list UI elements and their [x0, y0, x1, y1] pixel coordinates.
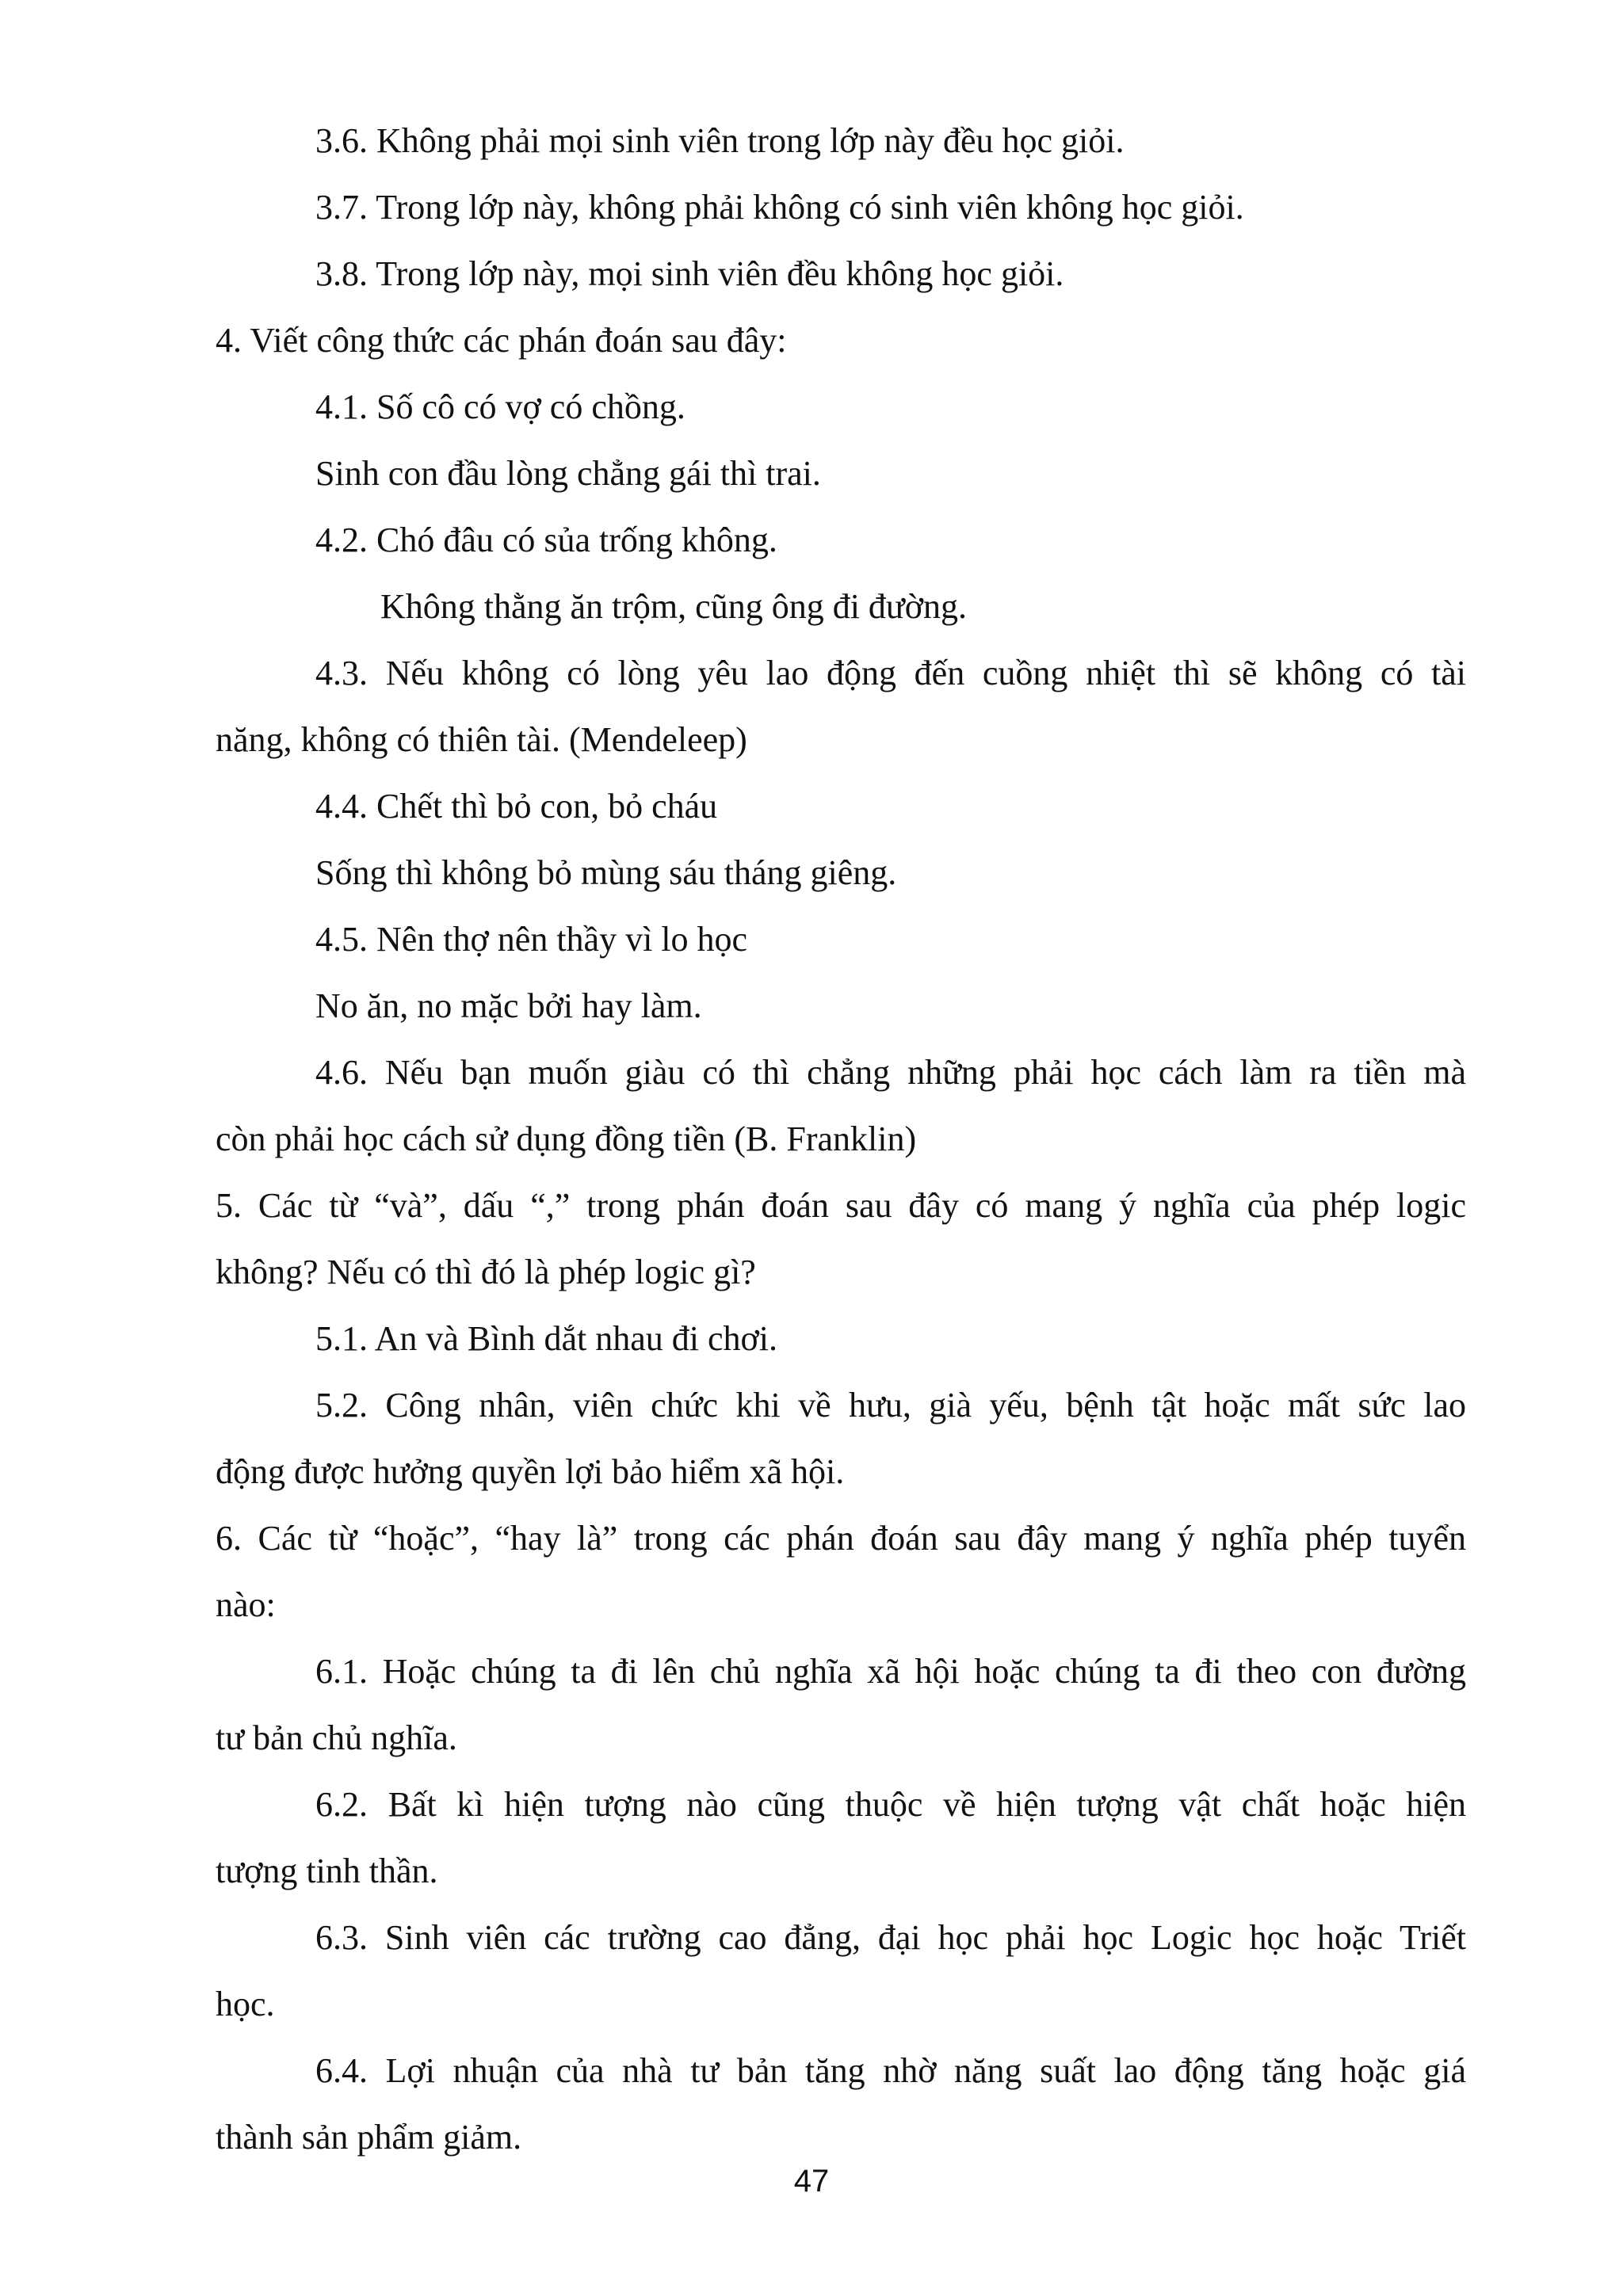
- page-number: 47: [793, 2164, 830, 2199]
- text-line: Không thằng ăn trộm, cũng ông đi đường.: [380, 587, 968, 626]
- question-heading: 6. Các từ “hoặc”, “hay là” trong các phán đoán sau đây mang ý nghĩa phép tuyển: [216, 1519, 1466, 1558]
- text-line: 4.1. Số cô có vợ có chồng.: [315, 387, 685, 426]
- text-line: 6.3. Sinh viên các trường cao đẳng, đại học phải học Logic học hoặc Triết: [315, 1918, 1466, 1957]
- text-line: thành sản phẩm giảm.: [216, 2118, 522, 2157]
- text-line: tư bản chủ nghĩa.: [216, 1718, 457, 1757]
- text-line: 4.3. Nếu không có lòng yêu lao động đến cuồng nhiệt thì sẽ không có tài: [315, 654, 1466, 692]
- text-line: nào:: [216, 1585, 276, 1624]
- text-line: 5.1. An và Bình dắt nhau đi chơi.: [315, 1319, 777, 1358]
- text-line: còn phải học cách sử dụng đồng tiền (B. Franklin): [216, 1119, 917, 1158]
- question-heading: 4. Viết công thức các phán đoán sau đây:: [216, 321, 787, 360]
- text-line: học.: [216, 1985, 275, 2023]
- text-line: 5.2. Công nhân, viên chức khi về hưu, già yếu, bệnh tật hoặc mất sức lao: [315, 1386, 1466, 1425]
- text-line: 3.6. Không phải mọi sinh viên trong lớp này đều học giỏi.: [315, 121, 1125, 160]
- text-line: 6.1. Hoặc chúng ta đi lên chủ nghĩa xã hội hoặc chúng ta đi theo con đường: [315, 1652, 1466, 1691]
- text-line: No ăn, no mặc bởi hay làm.: [315, 986, 702, 1025]
- text-line: động được hưởng quyền lợi bảo hiểm xã hội.: [216, 1452, 845, 1491]
- text-line: 6.2. Bất kì hiện tượng nào cũng thuộc về hiện tượng vật chất hoặc hiện: [315, 1785, 1466, 1824]
- text-line: 4.4. Chết thì bỏ con, bỏ cháu: [315, 787, 718, 826]
- text-line: 3.7. Trong lớp này, không phải không có sinh viên không học giỏi.: [315, 188, 1244, 227]
- text-line: năng, không có thiên tài. (Mendeleep): [216, 720, 747, 759]
- text-line: 4.5. Nên thợ nên thầy vì lo học: [315, 920, 748, 959]
- text-line: 4.6. Nếu bạn muốn giàu có thì chẳng những phải học cách làm ra tiền mà: [315, 1053, 1466, 1092]
- text-line: Sống thì không bỏ mùng sáu tháng giêng.: [315, 853, 897, 892]
- text-line: 6.4. Lợi nhuận của nhà tư bản tăng nhờ năng suất lao động tăng hoặc giá: [315, 2051, 1466, 2090]
- text-line: không? Nếu có thì đó là phép logic gì?: [216, 1253, 756, 1291]
- text-line: 4.2. Chó đâu có sủa trống không.: [315, 521, 777, 559]
- text-line: 3.8. Trong lớp này, mọi sinh viên đều không học giỏi.: [315, 254, 1064, 293]
- question-heading: 5. Các từ “và”, dấu “,” trong phán đoán sau đây có mang ý nghĩa của phép logic: [216, 1186, 1466, 1225]
- text-line: tượng tinh thần.: [216, 1852, 438, 1890]
- text-line: Sinh con đầu lòng chẳng gái thì trai.: [315, 454, 821, 493]
